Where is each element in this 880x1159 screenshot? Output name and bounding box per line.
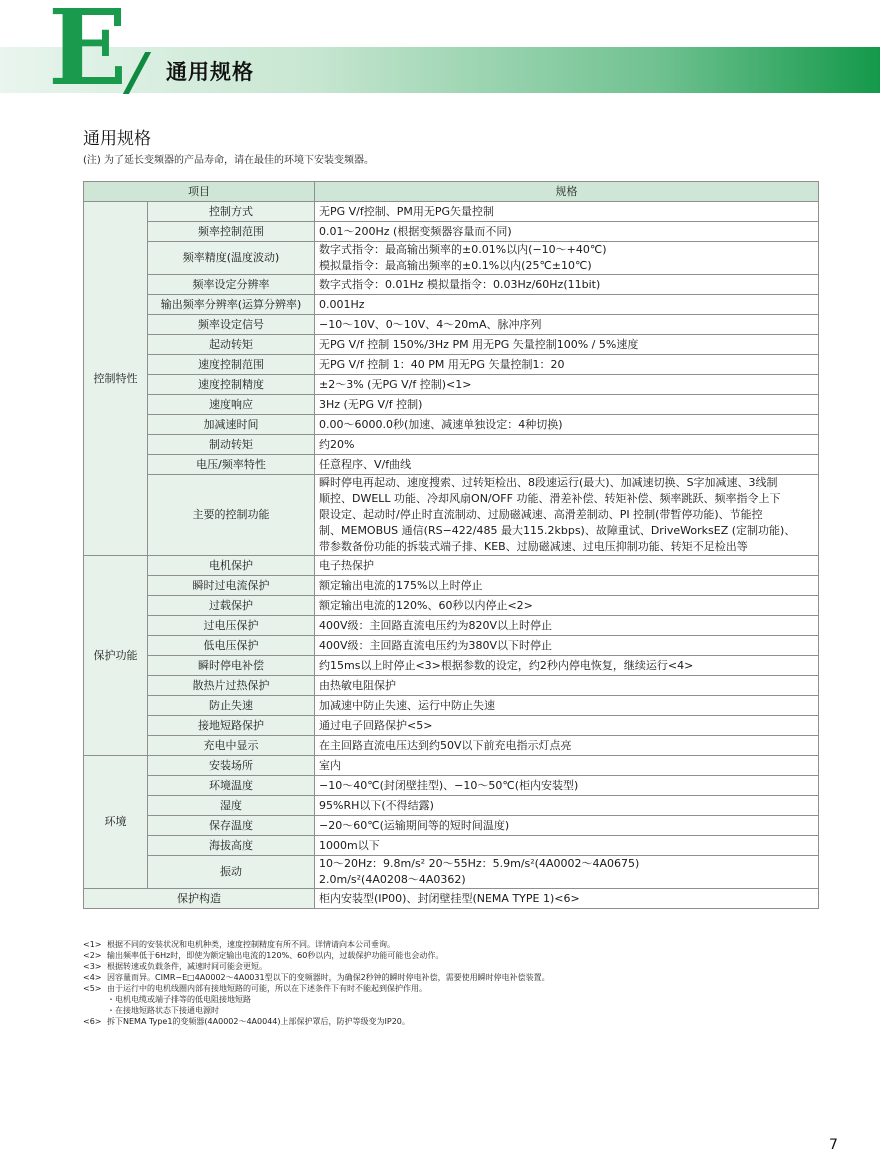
spec-cell	[315, 736, 819, 756]
spec-value-line: 加减速中防止失速、运行中防止失速	[319, 698, 495, 712]
spec-cell	[315, 335, 819, 355]
table-row	[84, 636, 819, 656]
spec-cell	[315, 295, 819, 315]
spec-cell	[315, 816, 819, 836]
item-cell: 速度控制范围	[148, 355, 315, 375]
spec-cell	[315, 395, 819, 415]
spec-value-line: 任意程序、V/f曲线	[319, 457, 412, 471]
table-row	[84, 475, 819, 556]
spec-cell	[315, 836, 819, 856]
footnote-text: 根据不同的安装状况和电机种类，速度控制精度有所不同。详情请向本公司垂询。	[107, 940, 395, 949]
spec-value-line: 顺控、DWELL 功能、冷却风扇ON/OFF 功能、滑差补偿、转矩补偿、频率跳跃、频率指令上下	[319, 492, 781, 505]
item-cell: 散热片过热保护	[148, 676, 315, 696]
spec-value-line: 无PG V/f 控制 1：40 PM 用无PG 矢量控制1：20	[319, 357, 565, 371]
spec-value-line: 400V级：主回路直流电压约为380V以下时停止	[319, 638, 553, 652]
footnote	[83, 950, 843, 961]
spec-value-line: 制、MEMOBUS 通信(RS−422/485 最大115.2kbps)、故障重试、DriveWorksEZ (定制功能)、	[319, 524, 796, 537]
item-cell: 频率控制范围	[148, 222, 315, 242]
item-cell: 海拔高度	[148, 836, 315, 856]
item-cell: 环境温度	[148, 776, 315, 796]
table-row	[84, 202, 819, 222]
item-cell: 振动	[148, 856, 315, 889]
footnote-text: ・电机电缆或端子排等的低电阻接地短路	[107, 995, 251, 1004]
table-header-row	[84, 182, 819, 202]
spec-cell	[315, 242, 819, 275]
spec-cell	[315, 455, 819, 475]
item-cell: 电压/频率特性	[148, 455, 315, 475]
table-row	[84, 395, 819, 415]
spec-value-line: −10～10V、0～10V、4～20mA、脉冲序列	[319, 317, 542, 331]
spec-value-line: 约15ms以上时停止<3>根据参数的设定，约2秒内停电恢复，继续运行<4>	[319, 658, 694, 672]
spec-value-line: 电子热保护	[319, 558, 374, 572]
spec-cell	[315, 616, 819, 636]
spec-cell	[315, 716, 819, 736]
item-cell: 输出频率分辨率(运算分辨率)	[148, 295, 315, 315]
spec-cell	[315, 796, 819, 816]
spec-value-line: 数字式指令：最高输出频率的±0.01%以内(−10～+40℃)	[319, 243, 607, 256]
table-row	[84, 816, 819, 836]
table-row	[84, 776, 819, 796]
spec-cell	[315, 556, 819, 576]
spec-value-line: 无PG V/f控制、PM用无PG矢量控制	[319, 204, 495, 218]
spec-value-line: 0.001Hz	[319, 297, 365, 311]
item-cell: 瞬时过电流保护	[148, 576, 315, 596]
item-cell: 低电压保护	[148, 636, 315, 656]
spec-value-line: ±2～3% (无PG V/f 控制)<1>	[319, 377, 472, 391]
footnote	[83, 961, 843, 972]
spec-table	[83, 181, 819, 909]
table-row	[84, 696, 819, 716]
footnote-text: 拆下NEMA Type1的变频器(4A0002～4A0044)上部保护罩后，防护等级变为IP20。	[107, 1017, 410, 1026]
chapter-letter: E	[48, 0, 128, 109]
table-row	[84, 756, 819, 776]
spec-cell	[315, 435, 819, 455]
item-cell: 湿度	[148, 796, 315, 816]
table-row	[84, 556, 819, 576]
spec-cell	[315, 756, 819, 776]
table-row	[84, 435, 819, 455]
spec-value-line: 数字式指令：0.01Hz 模拟量指令：0.03Hz/60Hz(11bit)	[319, 277, 601, 291]
spec-cell	[315, 696, 819, 716]
table-row	[84, 676, 819, 696]
table-row	[84, 596, 819, 616]
table-row	[84, 716, 819, 736]
footnote-text: 输出频率低于6Hz时，即使为额定输出电流的120%、60秒以内，过载保护功能可能也会动作。	[107, 951, 444, 960]
item-cell: 速度响应	[148, 395, 315, 415]
table-row	[84, 415, 819, 435]
item-cell: 频率精度(温度波动)	[148, 242, 315, 275]
spec-value-line: 2.0m/s²(4A0208～4A0362)	[319, 873, 466, 886]
item-cell: 保护构造	[84, 889, 315, 909]
category-cell: 保护功能	[84, 556, 148, 756]
spec-value-line: −20～60℃(运输期间等的短时间温度)	[319, 818, 510, 832]
spec-value-line: 室内	[319, 758, 341, 772]
spec-cell	[315, 576, 819, 596]
footnote-key	[83, 994, 107, 1005]
spec-cell	[315, 889, 819, 909]
col-spec-header: 规格	[315, 182, 819, 202]
spec-cell	[315, 202, 819, 222]
item-cell: 主要的控制功能	[148, 475, 315, 556]
item-cell: 防止失速	[148, 696, 315, 716]
footnotes	[83, 939, 843, 1027]
spec-value-line: 带参数备份功能的拆装式端子排、KEB、过励磁减速、过电压抑制功能、转矩不足检出等	[319, 540, 748, 553]
section-title: 通用规格	[83, 129, 151, 149]
item-cell: 过电压保护	[148, 616, 315, 636]
spec-cell	[315, 475, 819, 556]
footnote-text: 因容量而异。CIMR−E□4A0002～4A0031型以下的变频器时，为确保2秒钟的瞬时停电补偿，需要使用瞬时停电补偿装置。	[107, 973, 550, 982]
footnote-key: <5>	[83, 984, 102, 993]
spec-value-line: 在主回路直流电压达到约50V以下前充电指示灯点亮	[319, 738, 572, 752]
spec-value-line: 1000m以下	[319, 838, 380, 852]
spec-value-line: 10～20Hz：9.8m/s² 20～55Hz：5.9m/s²(4A0002～4A0675)	[319, 857, 640, 870]
item-cell: 频率设定分辨率	[148, 275, 315, 295]
spec-value-line: 无PG V/f 控制 150%/3Hz PM 用无PG 矢量控制100% / 5%速度	[319, 337, 639, 351]
table-row	[84, 375, 819, 395]
item-cell: 频率设定信号	[148, 315, 315, 335]
item-cell: 安装场所	[148, 756, 315, 776]
footnote-key: <4>	[83, 973, 102, 982]
footnote-key	[83, 1005, 107, 1016]
table-row	[84, 796, 819, 816]
table-row	[84, 315, 819, 335]
spec-cell	[315, 776, 819, 796]
spec-cell	[315, 315, 819, 335]
spec-value-line: 约20%	[319, 437, 355, 451]
item-cell: 接地短路保护	[148, 716, 315, 736]
category-cell: 环境	[84, 756, 148, 889]
table-row	[84, 455, 819, 475]
footnote-key: <2>	[83, 951, 102, 960]
page-header	[0, 0, 880, 110]
item-cell: 制动转矩	[148, 435, 315, 455]
item-cell: 起动转矩	[148, 335, 315, 355]
footnote-text: 由于运行中的电机线圈内部有接地短路的可能，所以在下述条件下有时不能起到保护作用。	[107, 984, 427, 993]
spec-value-line: 瞬时停电再起动、速度搜索、过转矩检出、8段速运行(最大)、加减速切换、S字加减速、3线制	[319, 476, 778, 489]
col-item-header: 项目	[84, 182, 315, 202]
footnote	[83, 983, 843, 994]
table-row	[84, 576, 819, 596]
table-row	[84, 889, 819, 909]
table-row	[84, 736, 819, 756]
table-row	[84, 275, 819, 295]
table-row	[84, 222, 819, 242]
spec-value-line: 3Hz (无PG V/f 控制)	[319, 397, 423, 411]
spec-cell	[315, 415, 819, 435]
spec-cell	[315, 636, 819, 656]
table-row	[84, 335, 819, 355]
spec-value-line: 通过电子回路保护<5>	[319, 718, 433, 732]
table-row	[84, 616, 819, 636]
spec-value-line: 额定输出电流的175%以上时停止	[319, 578, 483, 592]
item-cell: 加减速时间	[148, 415, 315, 435]
table-row	[84, 295, 819, 315]
item-cell: 控制方式	[148, 202, 315, 222]
footnote	[83, 994, 843, 1005]
footnote-key: <1>	[83, 940, 102, 949]
spec-value-line: 模拟量指令：最高输出频率的±0.1%以内(25℃±10℃)	[319, 259, 592, 272]
spec-cell	[315, 355, 819, 375]
footnote-key: <6>	[83, 1017, 102, 1026]
spec-value-line: 柜内安装型(IP00)、封闭壁挂型(NEMA TYPE 1)<6>	[319, 891, 580, 905]
spec-value-line: 0.00～6000.0秒(加速、减速单独设定：4种切换)	[319, 417, 563, 431]
spec-value-line: 额定输出电流的120%、60秒以内停止<2>	[319, 598, 533, 612]
footnote	[83, 972, 843, 983]
footnote	[83, 939, 843, 950]
spec-value-line: 400V级：主回路直流电压约为820V以上时停止	[319, 618, 553, 632]
spec-value-line: −10～40℃(封闭壁挂型)、−10～50℃(柜内安装型)	[319, 778, 579, 792]
spec-cell	[315, 375, 819, 395]
item-cell: 过载保护	[148, 596, 315, 616]
table-row	[84, 856, 819, 889]
category-cell: 控制特性	[84, 202, 148, 556]
spec-cell	[315, 856, 819, 889]
footnote-text: ・在接地短路状态下接通电源时	[107, 1006, 219, 1015]
table-row	[84, 836, 819, 856]
footnote-text: 根据转速或负载条件，减速时间可能会更短。	[107, 962, 267, 971]
item-cell: 瞬时停电补偿	[148, 656, 315, 676]
page-number: 7	[829, 1137, 838, 1153]
footnote	[83, 1016, 843, 1027]
table-body	[84, 202, 819, 909]
table-row	[84, 355, 819, 375]
item-cell: 速度控制精度	[148, 375, 315, 395]
spec-cell	[315, 596, 819, 616]
spec-cell	[315, 676, 819, 696]
spec-value-line: 95%RH以下(不得结露)	[319, 798, 434, 812]
spec-value-line: 0.01～200Hz (根据变频器容量而不同)	[319, 224, 512, 238]
item-cell: 保存温度	[148, 816, 315, 836]
item-cell: 电机保护	[148, 556, 315, 576]
footnote-key: <3>	[83, 962, 102, 971]
item-cell: 充电中显示	[148, 736, 315, 756]
header-title: 通用规格	[166, 60, 254, 84]
spec-value-line: 限设定、起动时/停止时直流制动、过励磁减速、高滑差制动、PI 控制(带暂停功能)、节能控	[319, 508, 763, 521]
table-row	[84, 656, 819, 676]
spec-cell	[315, 222, 819, 242]
spec-cell	[315, 656, 819, 676]
footnote	[83, 1005, 843, 1016]
spec-value-line: 由热敏电阻保护	[319, 678, 396, 692]
table-row	[84, 242, 819, 275]
spec-cell	[315, 275, 819, 295]
note: (注) 为了延长变频器的产品寿命，请在最佳的环境下安装变频器。	[83, 155, 374, 166]
